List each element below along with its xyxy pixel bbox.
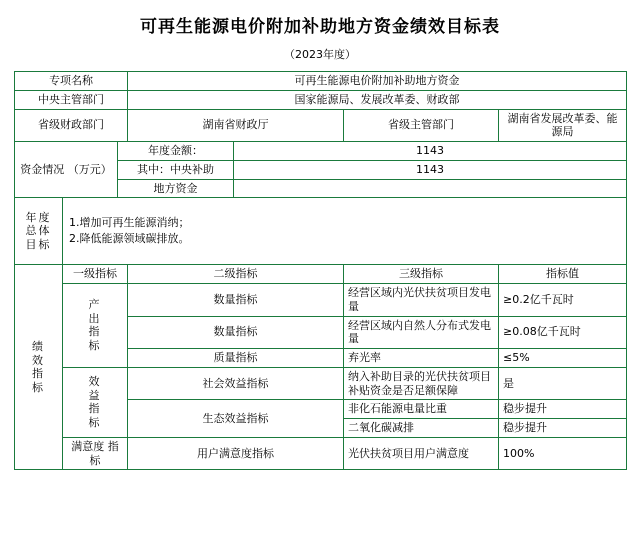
level2-user-satisfaction: 用户满意度指标 <box>128 437 344 470</box>
header-level2: 二级指标 <box>128 265 344 284</box>
table-row-perf-header <box>15 265 627 284</box>
table-row-annual-goal <box>15 198 627 265</box>
value-benefit-1: 是 <box>499 367 627 400</box>
performance-side-label: 绩 效 指 标 <box>15 265 63 470</box>
level3-benefit-3: 二氧化碳减排 <box>344 419 499 438</box>
header-level1: 一级指标 <box>63 265 128 284</box>
annual-goal-line-1: 1.增加可再生能源消纳； <box>69 215 190 229</box>
provincial-finance-label: 省级财政部门 <box>15 109 128 142</box>
level1-benefit: 效 益 指 标 <box>63 367 128 437</box>
level3-output-1: 经营区域内光伏扶贫项目发电量 <box>344 284 499 317</box>
performance-goal-table <box>14 71 627 470</box>
level2-quality: 质量指标 <box>128 349 344 368</box>
level1-satisfaction: 满意度 指标 <box>63 437 128 470</box>
annual-amount-value: 1143 <box>234 142 627 161</box>
level2-quantity-1: 数量指标 <box>128 284 344 317</box>
level3-satisfaction: 光伏扶贫项目用户满意度 <box>344 437 499 470</box>
provincial-finance-value: 湖南省财政厅 <box>128 109 344 142</box>
table-row-central-dept <box>15 90 627 109</box>
header-value: 指标值 <box>499 265 627 284</box>
level3-benefit-1: 纳入补助目录的光伏扶贫项目补贴资金是否足额保障 <box>344 367 499 400</box>
table-row-satisfaction <box>15 437 627 470</box>
table-row-project-name <box>15 72 627 91</box>
level2-social-benefit: 社会效益指标 <box>128 367 344 400</box>
value-benefit-3: 稳步提升 <box>499 419 627 438</box>
annual-goal-label: 年度 总体 目标 <box>15 198 63 265</box>
level2-eco-benefit: 生态效益指标 <box>128 400 344 438</box>
level2-quantity-2: 数量指标 <box>128 316 344 349</box>
funding-label-line1: 资金情况 <box>20 162 65 176</box>
header-level3: 三级指标 <box>344 265 499 284</box>
local-funds-value <box>234 179 627 198</box>
provincial-dept-label: 省级主管部门 <box>344 109 499 142</box>
level3-output-2: 经营区域内自然人分布式发电量 <box>344 316 499 349</box>
value-output-2: ≥0.08亿千瓦时 <box>499 316 627 349</box>
table-row-output-1 <box>15 284 627 317</box>
project-name-value: 可再生能源电价附加补助地方资金 <box>128 72 627 91</box>
table-row-benefit-1 <box>15 367 627 400</box>
central-dept-value: 国家能源局、发展改革委、财政部 <box>128 90 627 109</box>
table-row-annual-amount <box>15 142 627 161</box>
central-subsidy-label: 其中：中央补助 <box>118 160 234 179</box>
page-subtitle: （2023年度） <box>284 48 356 61</box>
funding-label-line2: （万元） <box>67 162 112 176</box>
annual-amount-label: 年度金额： <box>118 142 234 161</box>
provincial-dept-value: 湖南省发展改革委、能源局 <box>499 109 627 142</box>
central-subsidy-value: 1143 <box>234 160 627 179</box>
value-output-3: ≤5% <box>499 349 627 368</box>
annual-goal-text <box>63 198 627 265</box>
local-funds-label: 地方资金 <box>118 179 234 198</box>
table-row-provincial-dept <box>15 109 627 142</box>
project-name-label: 专项名称 <box>15 72 128 91</box>
annual-goal-line-2: 2.降低能源领域碳排放。 <box>69 232 190 246</box>
page-title: 可再生能源电价附加补助地方资金绩效目标表 <box>140 17 500 37</box>
value-output-1: ≥0.2亿千瓦时 <box>499 284 627 317</box>
funding-label <box>15 142 118 198</box>
level3-benefit-2: 非化石能源电量比重 <box>344 400 499 419</box>
value-benefit-2: 稳步提升 <box>499 400 627 419</box>
level3-output-3: 弃光率 <box>344 349 499 368</box>
central-dept-label: 中央主管部门 <box>15 90 128 109</box>
level1-output: 产 出 指 标 <box>63 284 128 368</box>
document-page <box>0 12 640 533</box>
value-satisfaction: 100% <box>499 437 627 470</box>
